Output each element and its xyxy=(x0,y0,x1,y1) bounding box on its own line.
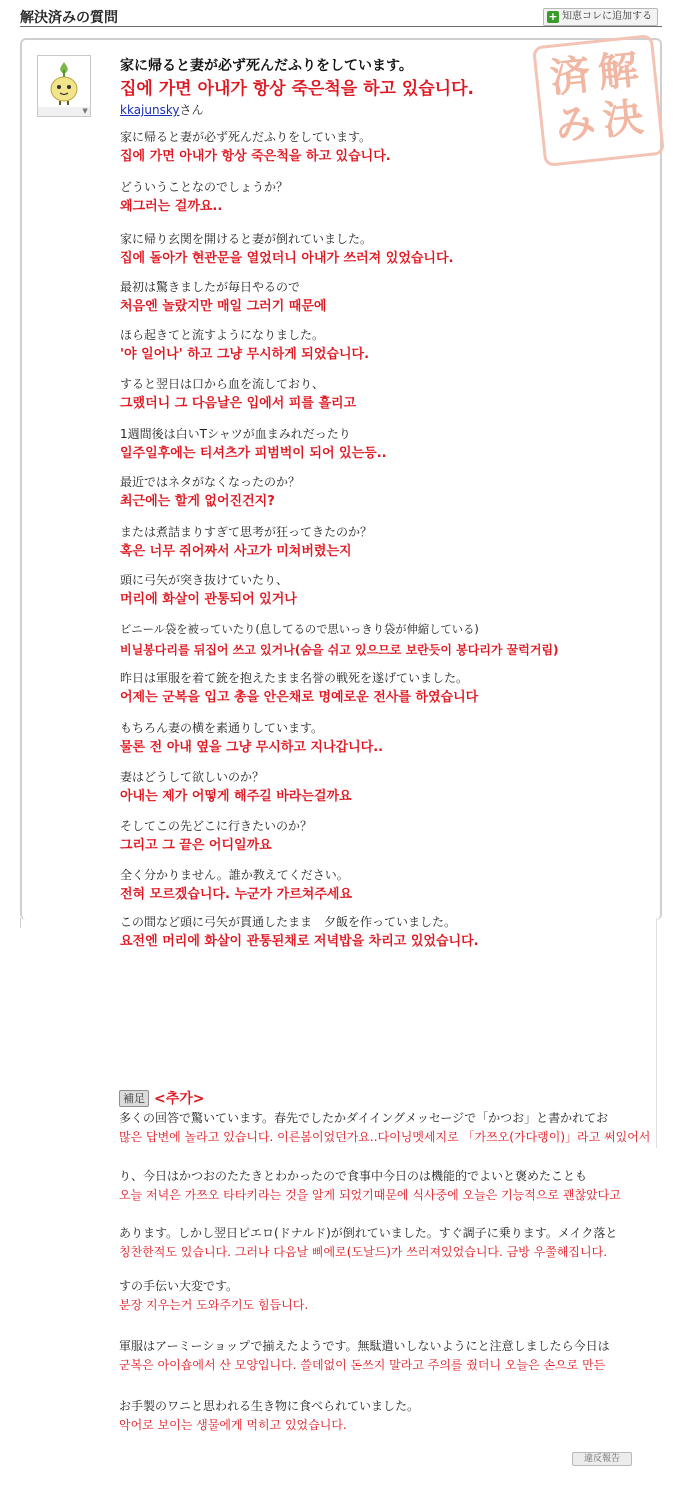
supplement-line-jp: すの手伝い大変です。 xyxy=(119,1279,239,1293)
supplement-line xyxy=(119,1338,610,1374)
question-line xyxy=(120,670,478,707)
question-line-jp: 全く分かりません。誰か教えてください。 xyxy=(120,868,349,882)
question-line-jp: 最初は驚きましたが毎日やるので xyxy=(120,280,301,294)
supplement-line-kr: 분장 지우는거 도와주기도 힘듭니다. xyxy=(119,1298,309,1312)
question-line-jp: この間など頭に弓矢が貫通したまま 夕飯を作っていました。 xyxy=(120,915,457,929)
question-line-kr: 요전엔 머리에 화살이 관통된채로 저녁밥을 차리고 있었습니다. xyxy=(120,934,479,949)
question-line-kr: 전혀 모르겠습니다. 누군가 가르쳐주세요 xyxy=(120,887,353,902)
question-line-kr: 왜그러는 걸까요.. xyxy=(120,199,223,214)
question-line-kr: 집에 돌아가 현관문을 열었더니 아내가 쓰러져 있었습니다. xyxy=(120,251,454,266)
question-line xyxy=(120,818,312,855)
question-line xyxy=(120,867,352,904)
question-line-jp: もちろん妻の横を素通りしています。 xyxy=(120,721,324,735)
question-line xyxy=(120,572,297,609)
stamp-char: 済 xyxy=(548,51,593,102)
supplement-line xyxy=(119,1398,419,1434)
question-line xyxy=(120,914,479,951)
supplement-line xyxy=(119,1225,617,1261)
header-divider xyxy=(20,26,662,27)
supplement-label: <추가> xyxy=(154,1091,205,1107)
resolved-stamp xyxy=(532,34,665,167)
question-title-jp: 家に帰ると妻が必ず死んだふりをしています。 xyxy=(120,58,413,74)
question-line xyxy=(120,426,387,463)
supplement-header xyxy=(119,1088,205,1108)
question-line-jp: または煮詰まりすぎて思考が狂ってきたのか？ xyxy=(120,525,373,539)
user-suffix: さん xyxy=(179,103,204,117)
question-line-kr: 비닐봉다리를 뒤집어 쓰고 있거나(숨을 쉬고 있으므로 보란듯이 봉다리가 꿀럭거림) xyxy=(120,643,559,657)
question-line-kr: 그랬더니 그 다음날은 입에서 피를 흘리고 xyxy=(120,396,357,411)
question-line-kr: 최근에는 할게 없어진건지? xyxy=(120,494,275,509)
supplement-line-jp: 軍服はアーミーショップで揃えたようです。無駄遣いしないようにと注意しましたら今日は xyxy=(119,1339,610,1353)
question-line xyxy=(120,524,372,561)
question-line-kr: 혹은 너무 쥐어짜서 사고가 미쳐버렸는지 xyxy=(120,544,352,559)
question-line-kr: 아내는 제가 어떻게 해주길 바라는걸까요 xyxy=(120,789,352,804)
plus-icon: + xyxy=(548,10,558,23)
question-line xyxy=(120,279,326,316)
question-line-kr: 집에 가면 아내가 항상 죽은척을 하고 있습니다. xyxy=(120,149,391,164)
question-line-jp: 妻はどうして欲しいのか？ xyxy=(120,770,265,784)
supplement-line-kr: 오늘 저녁은 가쯔오 타타키라는 것을 알게 되었기때문에 식사중에 오늘은 기능적으로 괜찮았다고 xyxy=(119,1188,621,1202)
question-line-jp: 1週間後は白いTシャツが血まみれだったり xyxy=(120,427,351,441)
supplement-line-kr: 군복은 아이숍에서 산 모양입니다. 쓸데없이 돈쓰지 말라고 주의를 줬더니 오늘은 손으로 만든 xyxy=(119,1358,606,1372)
question-line xyxy=(120,376,356,413)
question-line xyxy=(120,231,454,268)
stamp-char: み xyxy=(553,99,598,150)
question-box-edge xyxy=(20,918,21,928)
user-name-link[interactable]: kkajunsky xyxy=(120,103,180,117)
question-line-kr: 처음엔 놀랐지만 매일 그러기 때문에 xyxy=(120,299,327,314)
supplement-line-kr: 악어로 보이는 생물에게 먹히고 있었습니다. xyxy=(119,1418,347,1432)
question-line-jp: そしてこの先どこに行きたいのか？ xyxy=(120,819,313,833)
stamp-char: 決 xyxy=(600,94,646,145)
question-line xyxy=(120,327,369,364)
supplement-line-jp: あります。しかし翌日ピエロ(ドナルド)が倒れていました。すぐ調子に乗ります。メイク落と xyxy=(119,1226,618,1240)
question-box-edge-right xyxy=(656,918,657,1148)
question-line xyxy=(120,179,288,216)
question-line-jp: すると翌日は口から血を流しており、 xyxy=(120,377,325,391)
question-line-jp: ほら起きてと流すようになりました。 xyxy=(120,328,325,342)
supplement-line-jp: お手製のワニと思われる生き物に食べられていました。 xyxy=(119,1399,420,1413)
question-line-kr: 어제는 군복을 입고 총을 안은채로 명예로운 전사를 하였습니다 xyxy=(120,690,479,705)
supplement-line xyxy=(119,1168,621,1204)
supplement-line-jp: り、今日はかつおのたたきとわかったので食事中今日のは機能的でよいと褒めたことも xyxy=(119,1169,588,1183)
question-line-kr: 일주일후에는 티셔츠가 피범벅이 되어 있는등.. xyxy=(120,446,387,461)
question-line-kr: 머리에 화살이 관통되어 있거나 xyxy=(120,592,297,607)
user-line xyxy=(120,101,203,118)
question-line-jp: 家に帰り玄関を開けると妻が倒れていました。 xyxy=(120,232,373,246)
avatar-dropdown-toggle[interactable] xyxy=(37,107,91,117)
question-line xyxy=(120,622,559,659)
stamp-char: 解 xyxy=(595,46,641,97)
question-line-kr: 물론 전 아내 옆을 그냥 무시하고 지나갑니다.. xyxy=(120,740,384,755)
page-title: 解決済みの質問 xyxy=(20,10,118,26)
supplement-line-jp: 多くの回答で驚いています。春先でしたかダイイングメッセージで「かつお」と書かれてお xyxy=(119,1111,609,1125)
sprout-mascot-icon xyxy=(38,56,90,108)
supplement-line xyxy=(119,1110,650,1146)
question-line-jp: 昨日は軍服を着て銃を抱えたまま名誉の戦死を遂げていました。 xyxy=(120,671,469,685)
question-line-kr: 그리고 그 끝은 어디일까요 xyxy=(120,838,272,853)
supplement-line-kr: 칭찬한적도 있습니다. 그러나 다음날 삐에로(도날드)가 쓰러져있었습니다. 금방 우쭐해집니다. xyxy=(119,1245,608,1259)
chevron-down-icon: ▼ xyxy=(82,107,90,115)
supplement-line xyxy=(119,1278,308,1314)
question-line xyxy=(120,769,352,806)
question-line-jp: 家に帰ると妻が必ず死んだふりをしています。 xyxy=(120,130,372,144)
question-line-jp: 最近ではネタがなくなったのか？ xyxy=(120,475,301,489)
header-bar xyxy=(0,0,682,30)
supplement-line-kr: 많은 답변에 놀라고 있습니다. 이른봄이었던가요..다이닝멧세지로 「가쯔오(가다랭이)」라고 써있어서 xyxy=(119,1130,651,1144)
question-line xyxy=(120,720,383,757)
add-button-label: 知恵コレに追加する xyxy=(562,11,652,22)
question-line-jp: 頭に弓矢が突き抜けていたり、 xyxy=(120,573,289,587)
question-title-kr: 집에 가면 아내가 항상 죽은척을 하고 있습니다. xyxy=(120,79,474,99)
add-to-collection-button[interactable] xyxy=(543,8,658,26)
avatar[interactable] xyxy=(37,55,91,109)
question-line xyxy=(120,474,300,511)
question-line-jp: ビニール袋を被っていたり(息してるので思いっきり袋が伸縮している) xyxy=(120,623,479,636)
question-line xyxy=(120,129,391,166)
supplement-badge: 補足 xyxy=(119,1090,149,1107)
question-line-kr: '야 일어나' 하고 그냥 무시하게 되었습니다. xyxy=(120,347,370,362)
report-violation-button[interactable]: 違反報告 xyxy=(572,1452,632,1466)
question-line-jp: どういうことなのでしょうか？ xyxy=(120,180,289,194)
